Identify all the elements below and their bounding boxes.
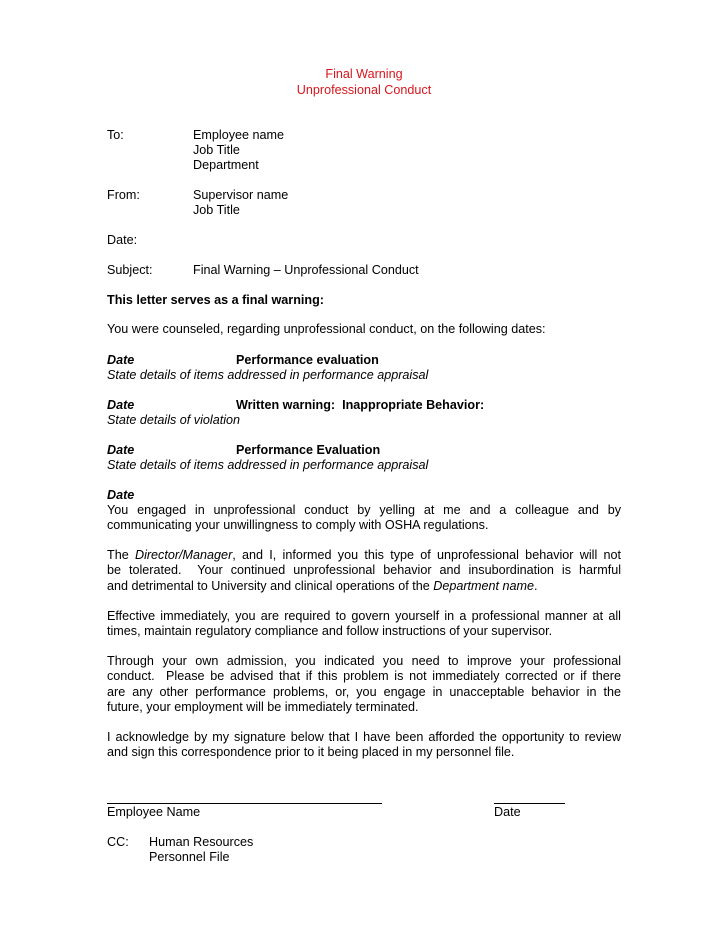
director-line-3: [107, 579, 621, 594]
date-label: Date:: [107, 233, 138, 247]
director-line-3-b: .: [534, 578, 538, 593]
entry-3-date: Date: [107, 443, 135, 457]
admission-paragraph: [107, 654, 621, 716]
signature-date-label: Date: [494, 805, 521, 819]
admission-line-1: Through your own admission, you indicated you need to improve your professional: [107, 654, 621, 668]
acknowledge-line-1: I acknowledge by my signature below that I have been afforded the opportunity to review: [107, 730, 621, 744]
acknowledge-paragraph: [107, 730, 621, 761]
director-line-1-a: The: [107, 548, 135, 562]
signature-date-line[interactable]: [494, 803, 565, 804]
entry-3-title: Performance Evaluation: [236, 443, 381, 457]
director-line-1-b: , and I, informed you this type of unprofessional behavior will not: [232, 548, 621, 562]
incident-paragraph: [107, 503, 621, 534]
incident-line-2: communicating your unwillingness to comply with OSHA regulations.: [107, 518, 489, 533]
director-line-2: be tolerated. Your continued unprofessional behavior and insubordination is harmful: [107, 563, 621, 578]
entry-3-detail: State details of items addressed in performance appraisal: [107, 458, 429, 472]
admission-line-4: future, your employment will be immediately terminated.: [107, 700, 419, 715]
from-label: From:: [107, 188, 140, 202]
to-job-title: Job Title: [193, 143, 240, 157]
to-department: Department: [193, 158, 259, 172]
admission-line-2: conduct. Please be advised that if this problem is not immediately corrected or if there: [107, 669, 621, 684]
to-label: To:: [107, 128, 124, 142]
director-line-1: [107, 548, 621, 563]
employee-name-label: Employee Name: [107, 805, 201, 819]
letter-title: Final Warning: [325, 67, 403, 81]
cc-label: CC:: [107, 835, 129, 849]
entry-1-detail: State details of items addressed in performance appraisal: [107, 368, 429, 382]
entry-1-title: Performance evaluation: [236, 353, 379, 367]
entry-1-date: Date: [107, 353, 135, 367]
employee-signature-line[interactable]: [107, 803, 382, 804]
admission-line-3: are any other performance problems, or, you engage in unacceptable behavior in the: [107, 684, 621, 699]
incident-date: Date: [107, 488, 135, 502]
cc-human-resources: Human Resources: [149, 835, 254, 849]
counseled-statement: You were counseled, regarding unprofessional conduct, on the following dates:: [107, 322, 546, 336]
cc-personnel-file: Personnel File: [149, 850, 230, 864]
to-employee-name: Employee name: [193, 128, 285, 142]
entry-2-date: Date: [107, 398, 135, 412]
letter-subtitle: Unprofessional Conduct: [296, 83, 432, 97]
from-job-title: Job Title: [193, 203, 240, 217]
director-manager-role: Director/Manager: [134, 548, 233, 562]
subject-label: Subject:: [107, 263, 153, 277]
intro-statement: This letter serves as a final warning:: [107, 293, 324, 307]
incident-line-1: You engaged in unprofessional conduct by yelling at me and a colleague and by: [107, 503, 621, 517]
subject-value: Final Warning – Unprofessional Conduct: [193, 263, 419, 277]
from-supervisor-name: Supervisor name: [193, 188, 289, 202]
effective-line-2: times, maintain regulatory compliance and follow instructions of your supervisor.: [107, 624, 553, 639]
department-name: Department name: [433, 578, 535, 593]
effective-paragraph: [107, 609, 621, 640]
entry-2-detail: State details of violation: [107, 413, 241, 427]
entry-2-title: Written warning: Inappropriate Behavior:: [236, 398, 485, 412]
director-line-3-a: and detrimental to University and clinical operations of the: [107, 578, 434, 593]
director-paragraph: [107, 548, 621, 594]
acknowledge-line-2: and sign this correspondence prior to it being placed in my personnel file.: [107, 745, 515, 760]
effective-line-1: Effective immediately, you are required to govern yourself in a professional manner at all: [107, 609, 621, 623]
